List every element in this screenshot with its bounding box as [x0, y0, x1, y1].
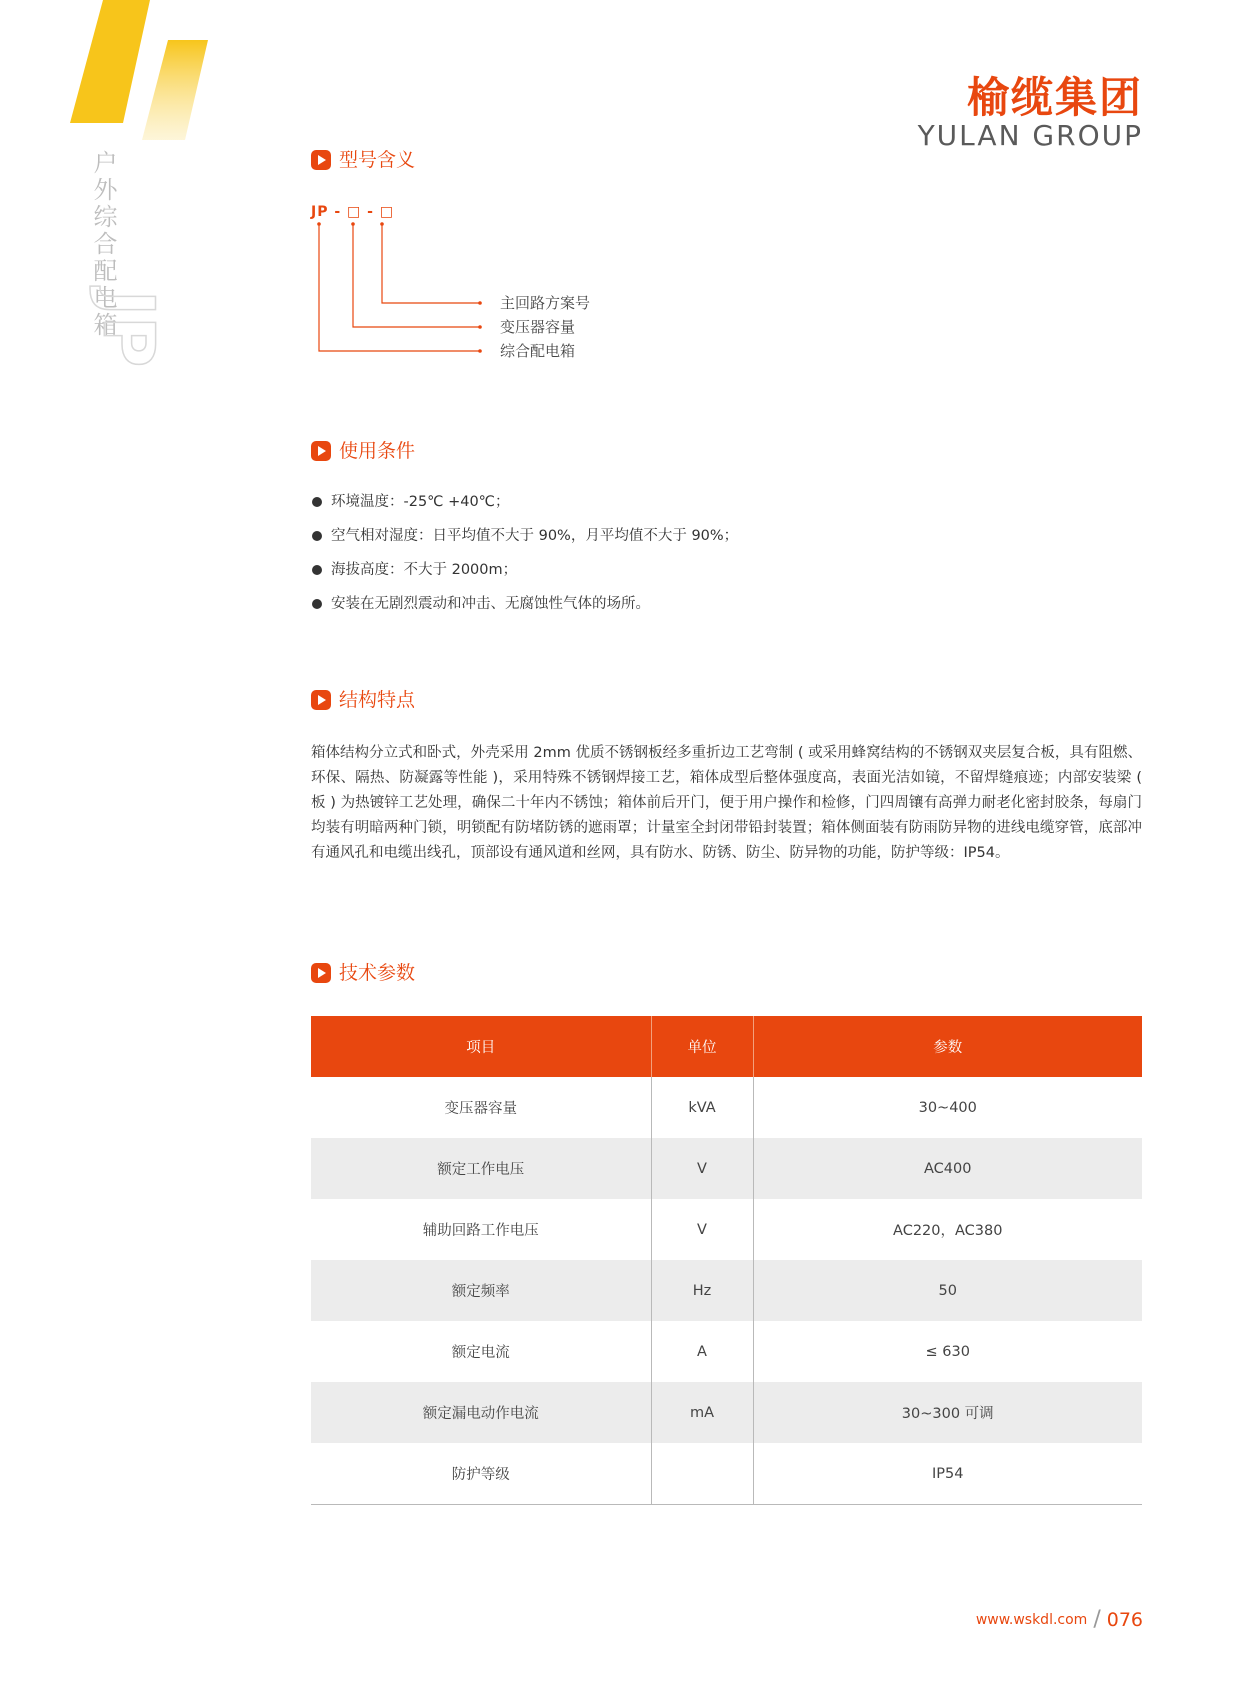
header-item: 项目	[311, 1016, 651, 1077]
structure-paragraph: 箱体结构分立式和卧式，外壳采用 2mm 优质不锈钢板经多重折边工艺弯制 ( 或采用蜂窝结构的不锈钢双夹层复合板，具有阻燃、环保、隔热、防凝露等性能 )，采用特殊不锈钢焊接工艺，箱体成型后整体强度高，表面光洁如镜，不留焊缝痕迹；内部安装梁 ( 板 ) 为热镀锌工艺处理，确保二十年内不锈蚀；箱体前后开门，便于用户操作和检修，门四周镶有高弹力耐老化密封胶条，每扇门均装有明暗两种门锁，明锁配有防堵防锈的遮雨罩；计量室全封闭带铅封装置；箱体侧面装有防雨防异物的进线电缆穿管，底部冲有通风孔和电缆出线孔，顶部设有通风道和丝网，具有防水、防锈、防尘、防异物的功能，防护等级：IP54。	[311, 745, 1142, 861]
list-item: 环境温度：-25℃ +40℃；	[311, 490, 738, 524]
table-row	[311, 1260, 1142, 1321]
cell-value: AC220，AC380	[893, 1223, 1003, 1239]
table-row	[311, 1382, 1142, 1443]
list-item: 安装在无剧烈震动和冲击、无腐蚀性气体的场所。	[311, 592, 738, 626]
cell-item: 变压器容量	[311, 1077, 651, 1138]
section-heading-structure	[311, 686, 415, 714]
table-row	[311, 1138, 1142, 1199]
model-code: JP - □ - □	[311, 204, 395, 220]
cell-item: 额定工作电压	[311, 1138, 651, 1199]
header-value: 参数	[753, 1016, 1142, 1077]
page-footer	[976, 1607, 1143, 1632]
section-title: 结构特点	[339, 689, 416, 711]
cell-value: ≤ 630	[925, 1343, 970, 1360]
list-item: 海拔高度：不大于 2000m；	[311, 558, 738, 592]
params-table	[311, 1016, 1142, 1505]
section-title: 型号含义	[339, 149, 416, 171]
logo-cn: 榆缆集团	[966, 73, 1143, 122]
cell-unit	[651, 1443, 753, 1505]
play-arrow-icon	[311, 150, 331, 170]
section-heading-params	[311, 959, 415, 987]
footer-separator: /	[1093, 1607, 1101, 1632]
svg-text:JP: JP	[87, 290, 169, 368]
legend-box-type: 综合配电箱	[500, 342, 576, 360]
cell-value: AC400	[753, 1138, 1142, 1199]
play-arrow-icon	[311, 441, 331, 461]
page-number: 076	[1106, 1608, 1143, 1631]
section-title: 技术参数	[339, 962, 416, 984]
cell-value: 50	[753, 1260, 1142, 1321]
footer-url[interactable]: www.wskdl.com	[975, 1611, 1088, 1628]
legend-main-loop: 主回路方案号	[500, 294, 591, 312]
side-title: 户外综合配电箱	[89, 150, 117, 339]
section-heading-model	[311, 146, 415, 174]
table-row	[311, 1199, 1142, 1260]
cell-item: 额定电流	[311, 1321, 651, 1382]
cell-unit: Hz	[651, 1260, 753, 1321]
table-row	[311, 1077, 1142, 1138]
legend-transformer-capacity: 变压器容量	[500, 318, 576, 336]
cell-unit: mA	[651, 1382, 753, 1443]
decorative-stripes	[0, 0, 260, 140]
table-header-row	[311, 1016, 1142, 1077]
cell-item: 辅助回路工作电压	[311, 1199, 651, 1260]
cell-unit: kVA	[651, 1077, 753, 1138]
cell-value: IP54	[753, 1443, 1142, 1505]
play-arrow-icon	[311, 963, 331, 983]
play-arrow-icon	[311, 690, 331, 710]
table-row	[311, 1321, 1142, 1382]
cell-value: 30~400	[918, 1099, 977, 1116]
header-unit: 单位	[651, 1016, 753, 1077]
cell-unit: V	[651, 1199, 753, 1260]
model-legend-lines	[300, 220, 500, 360]
cell-item: 额定漏电动作电流	[311, 1382, 651, 1443]
cell-unit: V	[651, 1138, 753, 1199]
cell-item: 防护等级	[311, 1443, 651, 1505]
section-title: 使用条件	[339, 440, 416, 462]
conditions-list	[311, 490, 738, 626]
cell-value: 30~300 可调	[753, 1382, 1142, 1443]
table-row	[311, 1443, 1142, 1505]
cell-unit: A	[651, 1321, 753, 1382]
section-heading-conditions	[311, 437, 415, 465]
logo-en: YULAN GROUP	[917, 119, 1143, 152]
list-item: 空气相对湿度：日平均值不大于 90%，月平均值不大于 90%；	[311, 524, 738, 558]
cell-item: 额定频率	[311, 1260, 651, 1321]
